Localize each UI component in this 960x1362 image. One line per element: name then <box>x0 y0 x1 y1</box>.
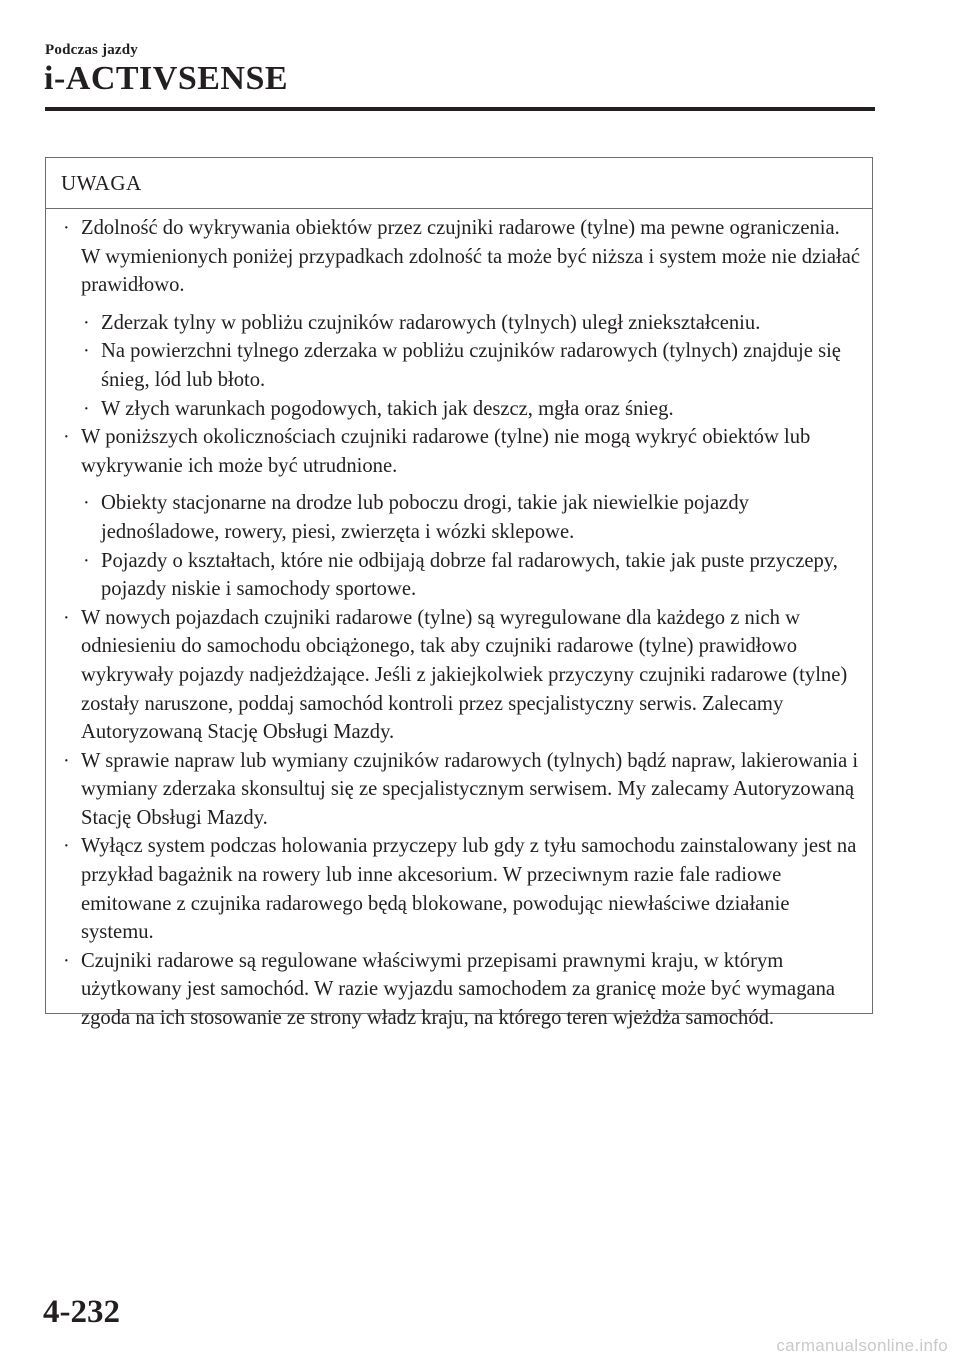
list-item-text: W poniższych okolicznościach czujniki radarowe (tylne) nie mogą wykryć obiektów lub wykrywanie ich może być utrudnione. <box>81 426 811 477</box>
header-rule <box>45 107 875 111</box>
bullet-dot: · <box>83 549 90 572</box>
sub-list-item <box>63 489 862 546</box>
sub-list-item-text: Na powierzchni tylnego zderzaka w pobliżu czujników radarowych (tylnych) znajduje się śnieg, lód lub błoto. <box>101 340 841 391</box>
sub-list-item-text: Zderzak tylny w pobliżu czujników radarowych (tylnych) uległ zniekształceniu. <box>101 311 761 334</box>
caution-box <box>45 157 873 1030</box>
bullet-dot: · <box>63 606 70 629</box>
sub-list-item <box>63 395 862 424</box>
sub-list-item-text: W złych warunkach pogodowych, takich jak deszcz, mgła oraz śnieg. <box>101 397 674 420</box>
list-item <box>63 832 862 946</box>
sub-list <box>63 489 862 603</box>
list-item <box>63 214 862 300</box>
sub-list-item-text: Pojazdy o kształtach, które nie odbijają dobrze fal radarowych, takie jak puste przyczepy, pojazdy niskie i samochody sportowe. <box>101 549 838 601</box>
sub-list-item <box>63 547 862 604</box>
bullet-dot: · <box>63 749 70 772</box>
list-item-text: Zdolność do wykrywania obiektów przez czujniki radarowe (tylne) ma pewne ograniczenia. W wymienionych poniżej przypadkach zdolność ta może być niższa i system może nie działać prawidłowo. <box>81 217 861 297</box>
list-item <box>63 604 862 747</box>
bullet-dot: · <box>63 426 70 449</box>
bullet-dot: · <box>63 217 70 239</box>
chapter-title: i-ACTIVSENSE <box>44 60 289 97</box>
sub-list <box>63 309 862 423</box>
sub-list-item <box>63 309 862 338</box>
bullet-dot: · <box>83 311 90 334</box>
list-item-text: W nowych pojazdach czujniki radarowe (tylne) są wyregulowane dla każdego z nich w odniesieniu do samochodu obciążonego, tak aby czujniki radarowe (tylne) prawidłowo wykrywały pojazdy nadjeżdżające. Jeśli z jakiejkolwiek przyczyny czujniki radarowe (tylne) zostały naruszone, poddaj samochód kontroli przez specjalistyczny serwis. Zalecamy Autoryzowaną Stację Obsługi Mazdy. <box>81 606 848 744</box>
bullet-dot: · <box>83 340 90 363</box>
sub-list-item-text: Obiekty stacjonarne na drodze lub poboczu drogi, takie jak niewielkie pojazdy jednośladowe, rowery, piesi, zwierzęta i wózki sklepowe. <box>101 492 749 543</box>
list-item-text: W sprawie napraw lub wymiany czujników radarowych (tylnych) bądź napraw, lakierowania i wymiany zderzaka skonsultuj się ze specjalistycznym serwisem. My zalecamy Autoryzowaną Stację Obsługi Mazdy. <box>81 749 859 829</box>
bullet-dot: · <box>63 835 70 858</box>
list-item-text: Czujniki radarowe są regulowane właściwymi przepisami prawnymi kraju, w którym użytkowany jest samochód. W razie wyjazdu samochodem za granicę może być wymagana zgoda na ich stosowanie ze strony władz kraju, na którego teren wjeżdża samochód. <box>81 949 836 1030</box>
page-number: 4-232 <box>43 1294 120 1330</box>
section-label: Podczas jazdy <box>45 42 139 58</box>
sub-list-item <box>63 337 862 394</box>
bullet-dot: · <box>83 397 90 420</box>
caution-label: UWAGA <box>46 158 872 209</box>
list-item <box>63 747 862 833</box>
bullet-dot: · <box>63 949 70 972</box>
caution-body <box>46 209 872 1033</box>
list-item <box>63 947 862 1033</box>
list-item-text: Wyłącz system podczas holowania przyczepy lub gdy z tyłu samochodu zainstalowany jest na przykład bagażnik na rowery lub inne akcesorium. W przeciwnym razie fale radiowe emitowane z czujnika radarowego będą blokowane, powodując niewłaściwe działanie systemu. <box>81 835 857 944</box>
watermark: carmanualsonline.info <box>776 1336 948 1355</box>
bullet-dot: · <box>83 492 90 515</box>
list-item <box>63 423 862 480</box>
